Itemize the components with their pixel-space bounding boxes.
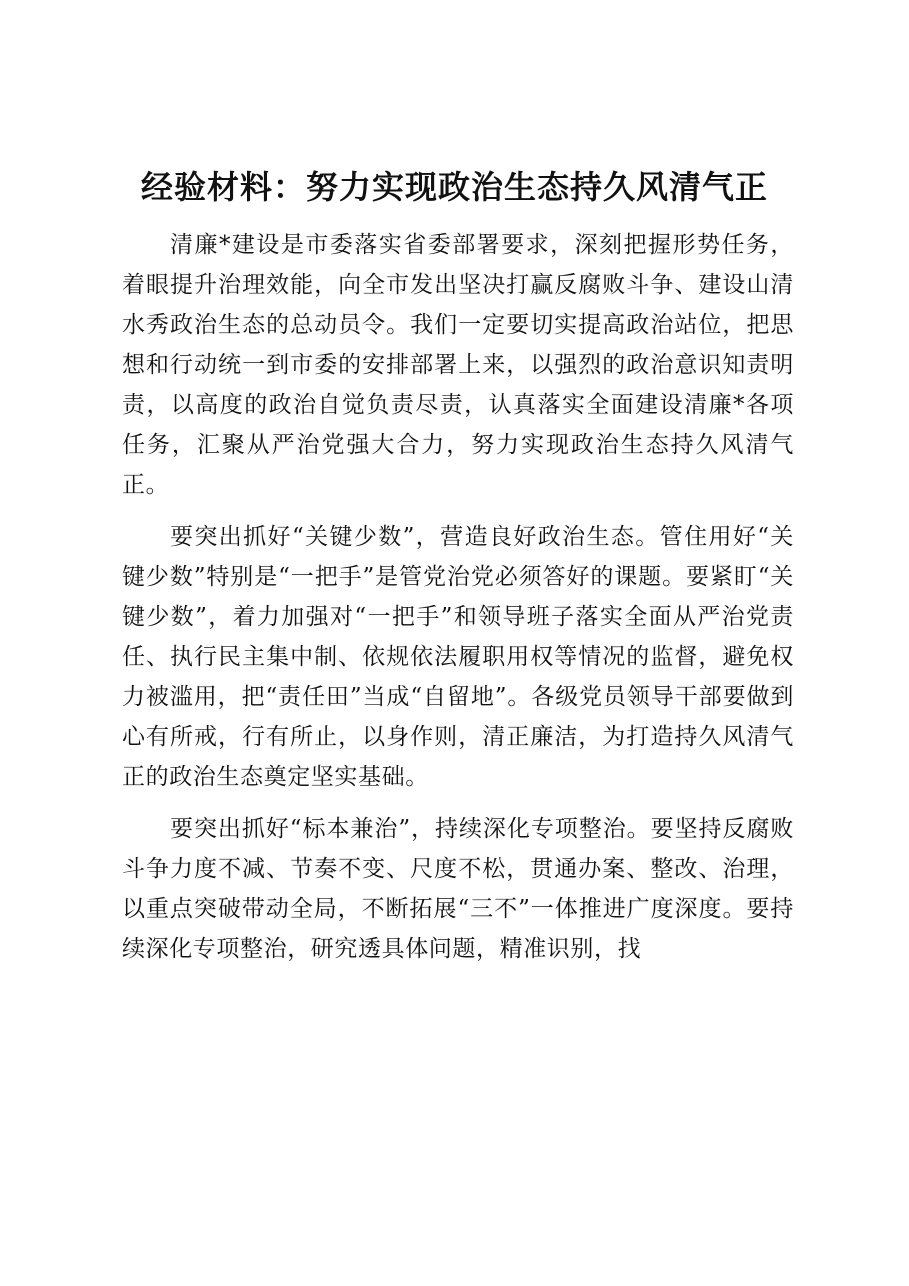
paragraph-3: 要突出抓好“标本兼治”，持续深化专项整治。要坚持反腐败斗争力度不减、节奏不变、尺度不松，贯通办案、整改、治理，以重点突破带动全局，不断拓展“三不”一体推进广度深度。要持续深化专项整治，研究透具体问题，精准识别，找 [122, 816, 794, 962]
document-body [122, 225, 794, 969]
document-title: 经验材料：努力实现政治生态持久风清气正 [140, 168, 768, 206]
paragraph-2: 要突出抓好“关键少数”，营造良好政治生态。管住用好“关键少数”特别是“一把手”是管党治党必须答好的课题。要紧盯“关键少数”，着力加强对“一把手”和领导班子落实全面从严治党责任、执行民主集中制、依规依法履职用权等情况的监督，避免权力被滥用，把“责任田”当成“自留地”。各级党员领导干部要做到心有所戒，行有所止，以身作则，清正廉洁，为打造持久风清气正的政治生态奠定坚实基础。 [122, 524, 794, 790]
paragraph-1: 清廉*建设是市委落实省委部署要求，深刻把握形势任务，着眼提升治理效能，向全市发出坚决打赢反腐败斗争、建设山清水秀政治生态的总动员令。我们一定要切实提高政治站位，把思想和行动统一到市委的安排部署上来，以强烈的政治意识知责明责，以高度的政治自觉负责尽责，认真落实全面建设清廉*各项任务，汇聚从严治党强大合力，努力实现政治生态持久风清气正。 [122, 232, 794, 498]
